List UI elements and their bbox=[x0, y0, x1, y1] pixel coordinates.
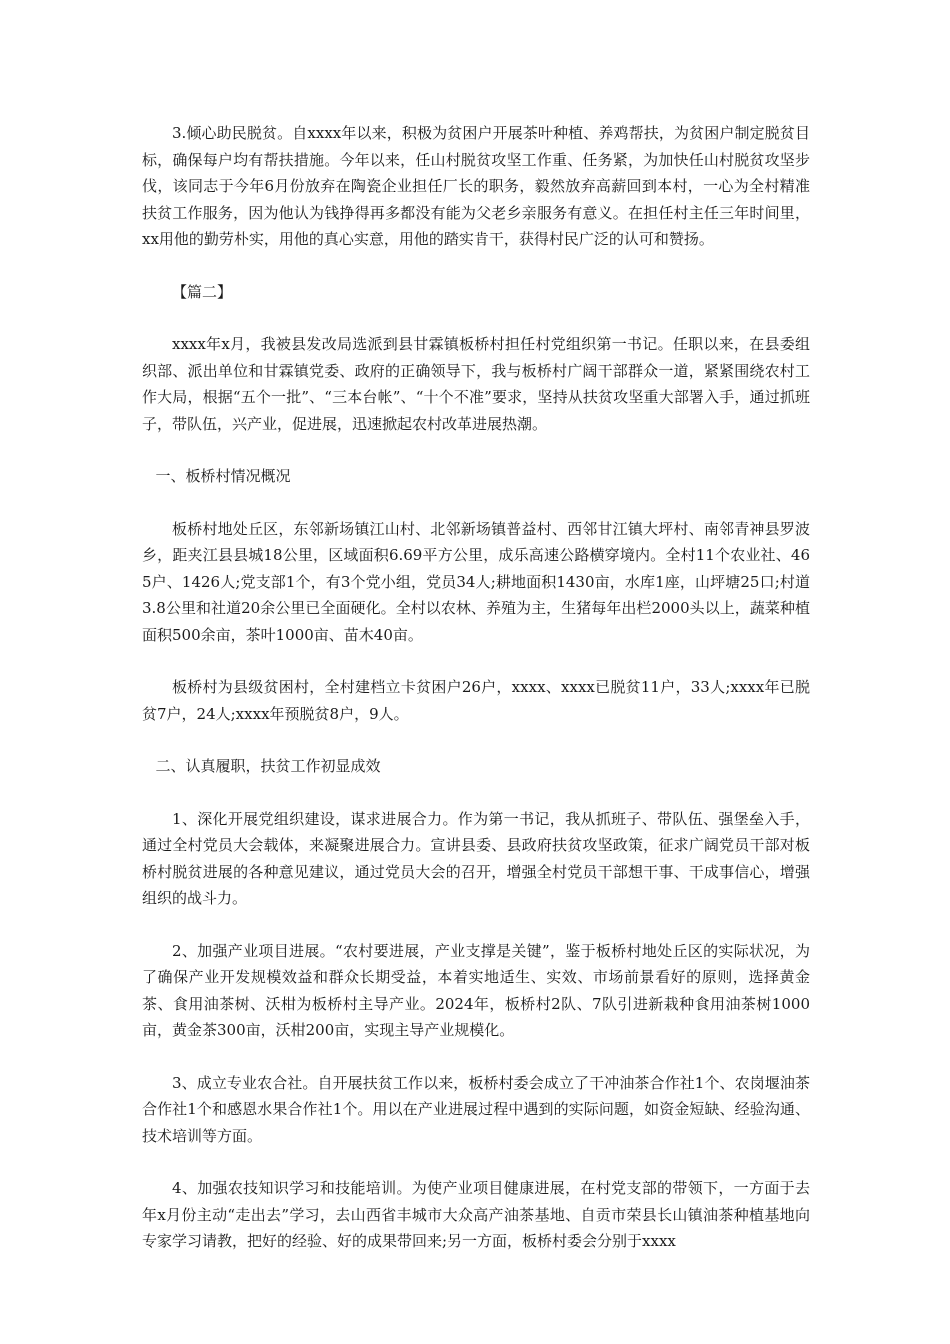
paragraph-industry-projects: 2、加强产业项目进展。“农村要进展，产业支撑是关键”，鉴于板桥村地处丘区的实际状况，为了确保产业开发规模效益和群众长期受益，本着实地适生、实效、市场前景看好的原则，选择黄金茶、食用油茶树、沃柑为板桥村主导产业。2024年，板桥村2队、7队引进新栽种食用油茶树1000亩，黄金茶300亩，沃柑200亩，实现主导产业规模化。 bbox=[142, 941, 810, 1039]
document-page bbox=[142, 120, 810, 1255]
section-title-part-two: 【篇二】 bbox=[172, 282, 233, 301]
paragraph-party-building: 1、深化开展党组织建设，谋求进展合力。作为第一书记，我从抓班子、带队伍、强堡垒入手，通过全村党员大会载体，来凝聚进展合力。宣讲县委、县政府扶贫攻坚政策，征求广阔党员干部对板桥村脱贫进展的各种意见建议，通过党员大会的召开，增强全村党员干部想干事、干成事信心，增强组织的战斗力。 bbox=[142, 809, 810, 907]
paragraph-appointment: xxxx年x月，我被县发改局选派到县甘霖镇板桥村担任村党组织第一书记。任职以来，在县委组织部、派出单位和甘霖镇党委、政府的正确领导下，我与板桥村广阔干部群众一道，紧紧围绕农村工作大局，根据“五个一批”、“三本台帐”、“十个不准”要求，坚持从扶贫攻坚重大部署入手，通过抓班子，带队伍，兴产业，促进展，迅速掀起农村改革进展热潮。 bbox=[142, 335, 810, 433]
heading-duties-results: 二、认真履职，扶贫工作初显成效 bbox=[155, 757, 381, 775]
paragraph-village-profile: 板桥村地处丘区，东邻新场镇江山村、北邻新场镇普益村、西邻甘江镇大坪村、南邻青神县罗波乡，距夹江县县城18公里，区域面积6.69平方公里，成乐高速公路横穿境内。全村11个农业社、465户、1426人;党支部1个，有3个党小组，党员34人;耕地面积1430亩，水库1座，山坪塘25口;村道3.8公里和社道20余公里已全面硬化。全村以农林、养殖为主，生猪每年出栏2000头以上，蔬菜种植面积500余亩，茶叶1000亩、苗木40亩。 bbox=[142, 519, 810, 644]
paragraph-cooperatives: 3、成立专业农合社。自开展扶贫工作以来，板桥村委会成立了干冲油茶合作社1个、农岗堰油茶合作社1个和感恩水果合作社1个。用以在产业进展过程中遇到的实际问题，如资金短缺、经验沟通、技术培训等方面。 bbox=[142, 1073, 810, 1145]
heading-village-overview: 一、板桥村情况概况 bbox=[155, 467, 291, 485]
paragraph-poor-households: 板桥村为县级贫困村，全村建档立卡贫困户26户，xxxx、xxxx已脱贫11户，33人;xxxx年已脱贫7户，24人;xxxx年预脱贫8户，9人。 bbox=[142, 678, 810, 723]
paragraph-poverty-relief: 3.倾心助民脱贫。自xxxx年以来，积极为贫困户开展茶叶种植、养鸡帮扶，为贫困户制定脱贫目标，确保每户均有帮扶措施。今年以来，任山村脱贫攻坚工作重、任务紧，为加快任山村脱贫攻坚步伐，该同志于今年6月份放弃在陶瓷企业担任厂长的职务，毅然放弃高薪回到本村，一心为全村精准扶贫工作服务，因为他认为钱挣得再多都没有能为父老乡亲服务有意义。在担任村主任三年时间里，xx用他的勤劳朴实，用他的真心实意，用他的踏实肯干，获得村民广泛的认可和赞扬。 bbox=[142, 124, 810, 248]
paragraph-training: 4、加强农技知识学习和技能培训。为使产业项目健康进展，在村党支部的带领下，一方面于去年x月份主动“走出去”学习，去山西省丰城市大众高产油茶基地、自贡市荣县长山镇油茶种植基地向专家学习请教，把好的经验、好的成果带回来;另一方面，板桥村委会分别于xxxx bbox=[142, 1179, 810, 1250]
